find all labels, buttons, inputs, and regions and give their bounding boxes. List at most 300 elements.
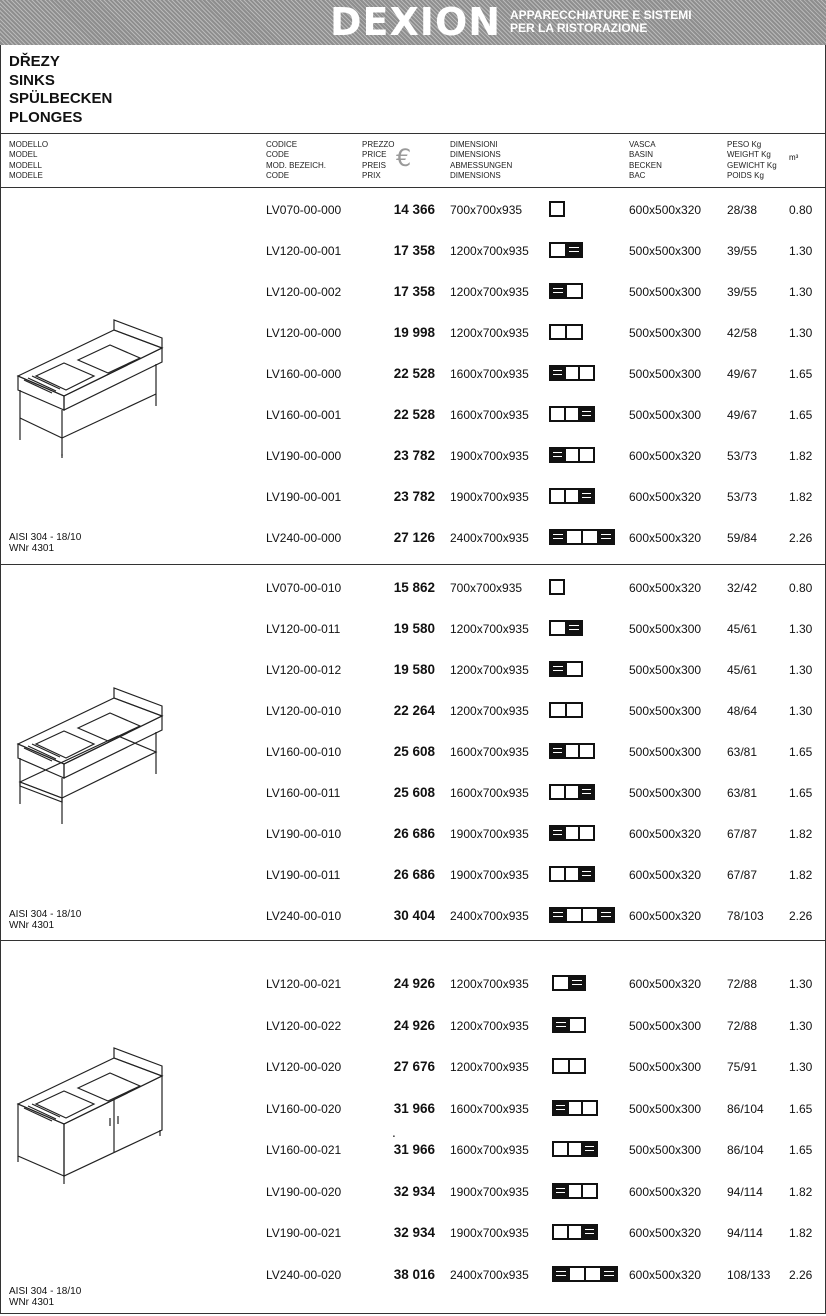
volume-cell: 0.80: [789, 581, 813, 595]
basin-layout-icon: [549, 242, 583, 258]
table-row: [0, 975, 826, 995]
model-code-cell: LV240-00-010: [266, 909, 342, 923]
bowl-cell: [567, 285, 581, 297]
basin-size-cell: 600x500x320: [629, 1267, 702, 1282]
weight-cell: 94/114: [727, 1226, 763, 1240]
dimensions-cell: 1900x700x935: [450, 827, 529, 841]
header-weight-fr: POIDS Kg: [727, 171, 764, 181]
bowl-cell: [567, 663, 581, 675]
weight-cell: 63/81: [727, 745, 758, 759]
price-cell: 19 998: [393, 325, 435, 340]
bowl-cell: [569, 1102, 584, 1114]
model-code-cell: LV160-00-020: [266, 1101, 342, 1116]
basin-layout-icon: [552, 1224, 598, 1240]
header-code: [266, 140, 326, 182]
section-divider-2: [0, 940, 826, 941]
dimensions-cell: 1600x700x935: [450, 745, 529, 759]
euro-symbol: €: [396, 144, 412, 172]
basin-size-cell: 600x500x320: [629, 868, 702, 882]
model-code-cell: LV190-00-001: [266, 490, 342, 504]
model-code-cell: LV240-00-000: [266, 531, 342, 545]
header-model-en: MODEL: [9, 150, 38, 160]
model-code-cell: LV070-00-000: [266, 203, 342, 217]
basin-layout-icon: [549, 907, 615, 923]
basin-size-cell: 600x500x320: [629, 581, 702, 595]
bowl-cell: [554, 1143, 569, 1155]
basin-size-cell: 600x500x320: [629, 490, 702, 504]
material-wnr: WNr 4301: [9, 1297, 55, 1308]
volume-cell: 0.80: [789, 203, 813, 217]
dimensions-cell: 1200x700x935: [450, 704, 529, 718]
basin-size-cell: 500x500x300: [629, 663, 702, 677]
title-german: SPÜLBECKEN: [9, 90, 113, 107]
model-code-cell: LV190-00-011: [266, 868, 341, 882]
dimensions-cell: 2400x700x935: [450, 909, 529, 923]
model-code-cell: LV160-00-011: [266, 786, 341, 800]
volume-cell: 1.65: [789, 367, 813, 381]
volume-cell: 1.82: [789, 449, 813, 463]
header-code-it: CODICE: [266, 140, 298, 149]
drainer-cell: [570, 977, 584, 989]
dimensions-cell: 1900x700x935: [450, 449, 529, 463]
bowl-cell: [566, 786, 581, 798]
volume-cell: 1.65: [789, 745, 813, 759]
dimensions-cell: 2400x700x935: [450, 1267, 529, 1282]
weight-cell: 49/67: [727, 367, 758, 381]
table-row: [0, 866, 826, 886]
price-cell: 19 580: [393, 621, 435, 636]
dimensions-cell: 1200x700x935: [450, 244, 529, 258]
model-code-cell: LV120-00-000: [266, 326, 342, 340]
bowl-cell: [551, 244, 567, 256]
header-code-en: CODE: [266, 150, 290, 160]
drainer-cell: [567, 244, 581, 256]
header-weight-en: WEIGHT Kg: [727, 150, 771, 160]
price-cell: 27 126: [393, 530, 435, 545]
header-model: [9, 140, 48, 182]
bowl-cell: [566, 367, 581, 379]
volume-cell: 1.65: [789, 1143, 813, 1157]
table-row: [0, 488, 826, 508]
dimensions-cell: 700x700x935: [450, 203, 523, 217]
drainer-cell: [554, 1019, 570, 1031]
price-cell: 22 528: [393, 366, 435, 381]
header-dimensions-fr: DIMENSIONS: [450, 171, 501, 181]
price-cell: 31 966: [393, 1100, 435, 1116]
bowl-cell: [580, 367, 593, 379]
volume-cell: 1.65: [789, 1101, 813, 1116]
drainer-cell: [567, 622, 581, 634]
basin-size-cell: 500x500x300: [629, 244, 702, 258]
material-note-3: [9, 1286, 81, 1308]
basin-layout-icon: [552, 1141, 598, 1157]
price-cell: 25 608: [393, 785, 435, 800]
title-czech: DŘEZY: [9, 53, 60, 70]
basin-layout-icon: [549, 488, 595, 504]
model-code-cell: LV190-00-010: [266, 827, 342, 841]
table-row: [0, 529, 826, 549]
title-english: SINKS: [9, 71, 55, 89]
weight-cell: 32/42: [727, 581, 758, 595]
drainer-cell: [551, 827, 566, 839]
basin-size-cell: 500x500x300: [629, 745, 702, 759]
price-cell: 31 966: [393, 1142, 435, 1157]
price-cell: 22 264: [393, 703, 435, 718]
drainer-cell: [599, 909, 613, 921]
bowl-cell: [567, 531, 583, 543]
volume-cell: 1.30: [789, 622, 813, 636]
dimensions-cell: 1600x700x935: [450, 1143, 529, 1157]
basin-layout-icon: [552, 1017, 586, 1033]
header-price-fr: PRIX: [362, 171, 381, 181]
dimensions-cell: 1600x700x935: [450, 408, 529, 422]
bowl-cell: [567, 326, 581, 338]
model-code-cell: LV120-00-020: [266, 1060, 342, 1074]
weight-cell: 67/87: [727, 868, 758, 882]
drainer-cell: [583, 1143, 596, 1155]
dimensions-cell: 1900x700x935: [450, 868, 529, 882]
weight-cell: 59/84: [727, 531, 758, 545]
table-row: [0, 620, 826, 640]
volume-cell: 1.30: [789, 326, 813, 340]
drainer-cell: [551, 909, 567, 921]
header-model-fr: MODELE: [9, 171, 43, 181]
bowl-cell: [554, 1060, 570, 1072]
price-cell: 23 782: [393, 448, 435, 463]
drainer-cell: [580, 868, 593, 880]
price-cell: 27 676: [393, 1059, 435, 1074]
dimensions-cell: 1200x700x935: [450, 663, 529, 677]
dimensions-cell: 1600x700x935: [450, 1101, 529, 1116]
basin-layout-icon: [549, 324, 583, 340]
weight-cell: 53/73: [727, 449, 758, 463]
volume-cell: 2.26: [789, 531, 813, 545]
volume-cell: 1.82: [789, 1226, 813, 1240]
volume-cell: 2.26: [789, 1267, 813, 1282]
drainer-cell: [554, 1185, 569, 1197]
drainer-cell: [554, 1268, 570, 1280]
weight-cell: 86/104: [727, 1143, 764, 1157]
table-row: [0, 579, 826, 599]
basin-size-cell: 600x500x320: [629, 909, 702, 923]
header-price-it: PREZZO: [362, 140, 395, 149]
basin-size-cell: 500x500x300: [629, 1101, 702, 1116]
price-cell: 26 686: [393, 826, 435, 841]
table-row: [0, 1224, 826, 1244]
drainer-cell: [554, 1102, 569, 1114]
bowl-cell: [566, 827, 581, 839]
table-row: [0, 1266, 826, 1286]
header-basin-de: BECKEN: [629, 160, 662, 170]
volume-cell: 1.65: [789, 408, 813, 422]
price-cell: 30 404: [393, 908, 435, 923]
basin-size-cell: 600x500x320: [629, 977, 702, 991]
material-grade: AISI 304 - 18/10: [9, 1286, 82, 1297]
bowl-cell: [569, 1185, 584, 1197]
weight-cell: 45/61: [727, 622, 758, 636]
dimensions-cell: 1200x700x935: [450, 977, 529, 991]
bowl-cell: [554, 1226, 569, 1238]
weight-cell: 94/114: [727, 1184, 763, 1199]
dimensions-cell: 700x700x935: [450, 581, 523, 595]
model-code-cell: LV120-00-021: [266, 977, 342, 991]
weight-cell: 63/81: [727, 786, 758, 800]
basin-size-cell: 500x500x300: [629, 622, 702, 636]
price-cell: 24 926: [393, 976, 435, 991]
basin-layout-icon: [549, 406, 595, 422]
header-dimensions-en: DIMENSIONS: [450, 150, 501, 160]
header-weight-de: GEWICHT Kg: [727, 160, 777, 170]
drainer-cell: [599, 531, 613, 543]
weight-cell: 39/55: [727, 285, 758, 299]
basin-size-cell: 600x500x320: [629, 449, 702, 463]
header-price-en: PRICE: [362, 150, 387, 160]
basin-size-cell: 600x500x320: [629, 827, 702, 841]
weight-cell: 49/67: [727, 408, 758, 422]
section-divider-1: [0, 564, 826, 565]
price-cell: 24 926: [393, 1017, 435, 1033]
price-cell: 25 608: [393, 744, 435, 759]
basin-size-cell: 500x500x300: [629, 408, 702, 422]
weight-cell: 45/61: [727, 663, 758, 677]
header-price: [362, 140, 394, 182]
dimensions-cell: 1200x700x935: [450, 622, 529, 636]
stray-dot: .: [392, 1126, 396, 1140]
basin-layout-icon: [549, 825, 595, 841]
bowl-cell: [551, 704, 567, 716]
drainer-cell: [583, 1226, 596, 1238]
bowl-cell: [570, 1019, 584, 1031]
model-code-cell: LV160-00-010: [266, 745, 342, 759]
bowl-cell: [586, 1268, 602, 1280]
volume-cell: 1.65: [789, 786, 813, 800]
basin-layout-icon: [549, 784, 595, 800]
bowl-cell: [566, 868, 581, 880]
page-title: [9, 53, 112, 127]
bowl-cell: [583, 531, 599, 543]
basin-size-cell: 500x500x300: [629, 1018, 702, 1033]
drainer-cell: [580, 408, 593, 420]
weight-cell: 48/64: [727, 704, 758, 718]
model-code-cell: LV070-00-010: [266, 581, 342, 595]
bowl-cell: [554, 977, 570, 989]
header-model-de: MODELL: [9, 160, 42, 170]
model-code-cell: LV160-00-001: [266, 408, 342, 422]
dimensions-cell: 1600x700x935: [450, 786, 529, 800]
table-row: [0, 201, 826, 221]
basin-layout-icon: [549, 283, 583, 299]
weight-cell: 72/88: [727, 977, 758, 991]
price-cell: 14 366: [393, 202, 435, 217]
weight-cell: 39/55: [727, 244, 758, 258]
bowl-cell: [583, 1102, 596, 1114]
volume-cell: 1.30: [789, 704, 813, 718]
volume-cell: 1.82: [789, 868, 813, 882]
dimensions-cell: 1900x700x935: [450, 490, 529, 504]
header-dimensions-it: DIMENSIONI: [450, 140, 498, 149]
table-row: [0, 661, 826, 681]
dimensions-cell: 1200x700x935: [450, 326, 529, 340]
header-dimensions-de: ABMESSUNGEN: [450, 160, 513, 170]
header-basin-fr: BAC: [629, 171, 646, 181]
header-basin-en: BASIN: [629, 150, 654, 160]
bowl-cell: [569, 1226, 584, 1238]
weight-cell: 75/91: [727, 1060, 758, 1074]
bowl-cell: [566, 449, 581, 461]
drainer-cell: [551, 367, 566, 379]
bowl-cell: [580, 827, 593, 839]
header-basin-it: VASCA: [629, 140, 656, 149]
bowl-cell: [567, 704, 581, 716]
basin-layout-icon: [552, 1100, 598, 1116]
bowl-cell: [551, 326, 567, 338]
header-weight: [727, 140, 777, 182]
basin-size-cell: 500x500x300: [629, 285, 702, 299]
model-code-cell: LV120-00-010: [266, 704, 342, 718]
basin-layout-icon: [549, 661, 583, 677]
basin-size-cell: 500x500x300: [629, 1143, 702, 1157]
volume-cell: 1.82: [789, 490, 813, 504]
material-grade: AISI 304 - 18/10: [9, 909, 82, 920]
basin-layout-icon: [552, 1266, 618, 1282]
bowl-cell: [567, 909, 583, 921]
weight-cell: 67/87: [727, 827, 758, 841]
material-grade: AISI 304 - 18/10: [9, 532, 82, 543]
volume-cell: 1.82: [789, 1184, 813, 1199]
cabinet-sink-icon: [14, 1046, 164, 1186]
basin-layout-icon: [549, 620, 583, 636]
basin-size-cell: 500x500x300: [629, 786, 702, 800]
price-cell: 17 358: [393, 243, 435, 258]
volume-cell: 1.30: [789, 1018, 813, 1033]
bowl-cell: [583, 909, 599, 921]
basin-layout-icon: [549, 447, 595, 463]
price-cell: 23 782: [393, 489, 435, 504]
volume-cell: 1.30: [789, 663, 813, 677]
weight-cell: 86/104: [727, 1101, 764, 1116]
basin-size-cell: 500x500x300: [629, 326, 702, 340]
price-cell: 17 358: [393, 284, 435, 299]
drainer-cell: [551, 531, 567, 543]
bowl-cell: [566, 408, 581, 420]
bowl-cell: [551, 490, 566, 502]
model-code-cell: LV190-00-021: [266, 1226, 342, 1240]
weight-cell: 108/133: [727, 1267, 771, 1282]
basin-layout-icon: [552, 1183, 598, 1199]
header-code-fr: CODE: [266, 171, 290, 181]
dimensions-cell: 1900x700x935: [450, 1226, 529, 1240]
price-cell: 26 686: [393, 867, 435, 882]
drainer-cell: [580, 786, 593, 798]
drainer-cell: [551, 449, 566, 461]
header-basin: [629, 140, 662, 182]
bowl-cell: [551, 622, 567, 634]
dimensions-cell: 1900x700x935: [450, 1184, 529, 1199]
volume-cell: 1.82: [789, 827, 813, 841]
header-weight-it: PESO Kg: [727, 140, 762, 149]
model-code-cell: LV120-00-011: [266, 622, 341, 636]
volume-cell: 1.30: [789, 1060, 813, 1074]
basin-layout-icon: [552, 1058, 586, 1074]
bowl-cell: [570, 1060, 584, 1072]
volume-cell: 2.26: [789, 909, 813, 923]
basin-size-cell: 500x500x300: [629, 367, 702, 381]
header-code-de: MOD. BEZEICH.: [266, 160, 327, 170]
model-code-cell: LV120-00-001: [266, 244, 342, 258]
model-code-cell: LV120-00-022: [266, 1018, 342, 1033]
bowl-cell: [569, 1143, 584, 1155]
basin-size-cell: 600x500x320: [629, 531, 702, 545]
bowl-cell: [551, 786, 566, 798]
drainer-cell: [602, 1268, 616, 1280]
weight-cell: 53/73: [727, 490, 758, 504]
material-wnr: WNr 4301: [9, 543, 55, 554]
weight-cell: 28/38: [727, 203, 758, 217]
basin-layout-icon: [549, 579, 565, 595]
material-wnr: WNr 4301: [9, 920, 55, 931]
model-code-cell: LV190-00-000: [266, 449, 342, 463]
title-french: PLONGES: [9, 108, 83, 126]
volume-cell: 1.30: [789, 244, 813, 258]
open-frame-sink-icon: [14, 318, 164, 458]
bowl-cell: [551, 203, 563, 215]
header-dimensions: [450, 140, 512, 182]
dexion-logo: DEXION: [330, 0, 502, 44]
price-cell: 19 580: [393, 662, 435, 677]
model-code-cell: LV240-00-020: [266, 1267, 342, 1282]
table-row: [0, 1017, 826, 1037]
basin-size-cell: 600x500x320: [629, 1226, 702, 1240]
drainer-cell: [551, 285, 567, 297]
basin-layout-icon: [549, 529, 615, 545]
bowl-cell: [580, 449, 593, 461]
header-divider: [0, 187, 826, 188]
basin-layout-icon: [549, 866, 595, 882]
basin-layout-icon: [549, 201, 565, 217]
bowl-cell: [551, 868, 566, 880]
model-code-cell: LV160-00-021: [266, 1143, 342, 1157]
dimensions-cell: 2400x700x935: [450, 531, 529, 545]
header-price-de: PREIS: [362, 160, 387, 170]
table-row: [0, 283, 826, 303]
basin-layout-icon: [549, 702, 583, 718]
price-cell: 32 934: [393, 1225, 435, 1240]
brand-header-band: [0, 0, 826, 45]
header-model-it: MODELLO: [9, 140, 49, 149]
header-area-unit: m³: [789, 153, 799, 162]
brand-tagline: [510, 9, 692, 35]
bowl-cell: [570, 1268, 586, 1280]
basin-layout-icon: [549, 365, 595, 381]
price-cell: 32 934: [393, 1183, 435, 1199]
shelf-frame-sink-icon: [14, 686, 164, 826]
basin-size-cell: 500x500x300: [629, 704, 702, 718]
dimensions-cell: 1600x700x935: [450, 367, 529, 381]
weight-cell: 42/58: [727, 326, 758, 340]
price-cell: 22 528: [393, 407, 435, 422]
bowl-cell: [583, 1185, 596, 1197]
basin-size-cell: 500x500x300: [629, 1060, 702, 1074]
basin-size-cell: 600x500x320: [629, 203, 702, 217]
table-row: [0, 242, 826, 262]
weight-cell: 72/88: [727, 1018, 758, 1033]
basin-layout-icon: [549, 743, 595, 759]
weight-cell: 78/103: [727, 909, 764, 923]
drainer-cell: [551, 745, 566, 757]
dimensions-cell: 1200x700x935: [450, 285, 529, 299]
basin-size-cell: 600x500x320: [629, 1184, 702, 1199]
basin-layout-icon: [552, 975, 586, 991]
